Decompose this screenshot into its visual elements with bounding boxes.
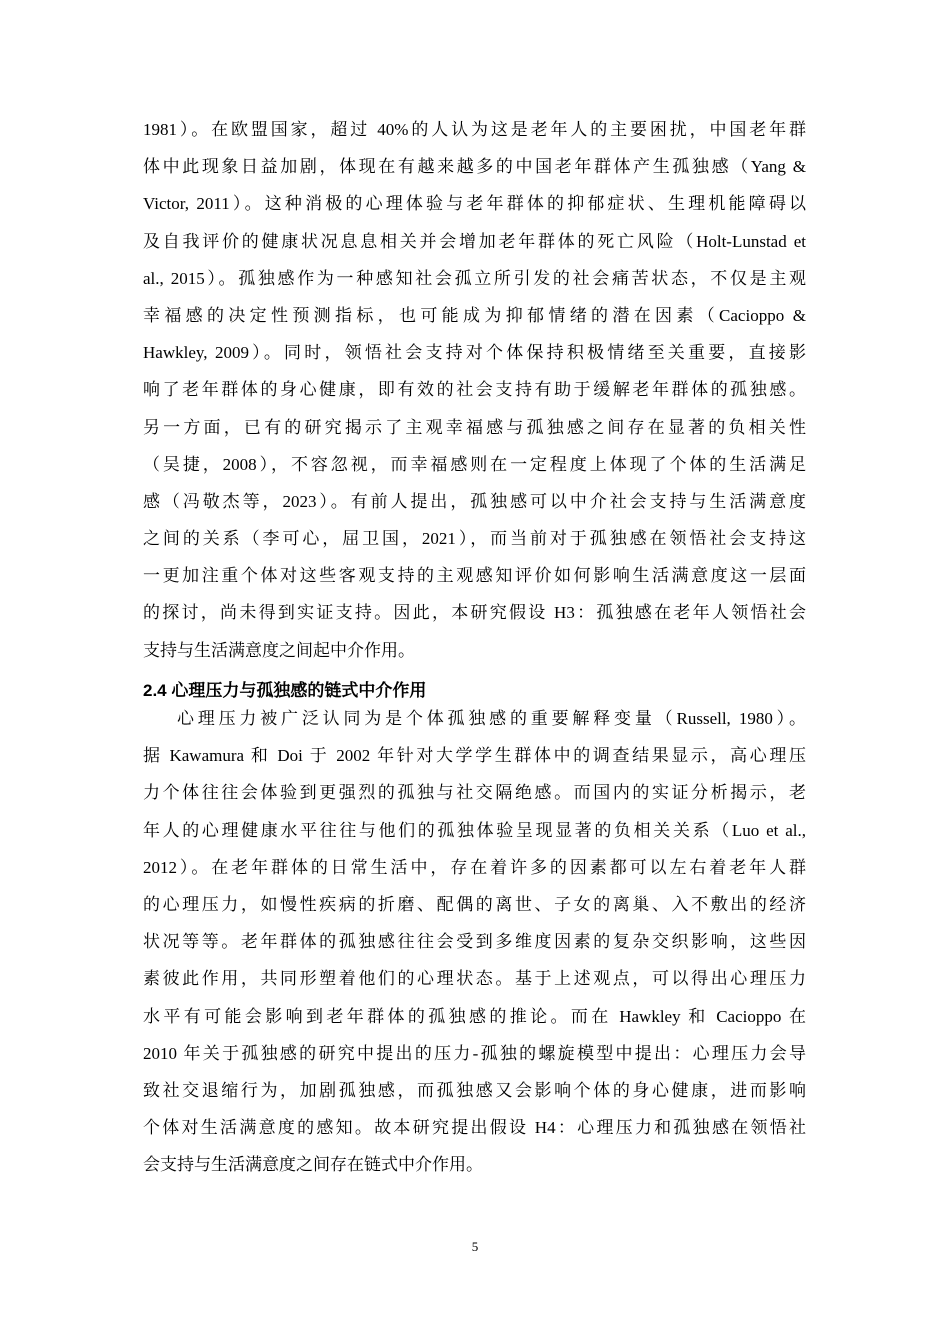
text-line: Victor, 2011）。这种消极的心理体验与老年群体的抑郁症状、生理机能障碍以 (143, 194, 806, 214)
text-line: 水平有可能会影响到老年群体的孤独感的推论。而在 Hawkley 和 Cacioppo 在 (143, 1006, 806, 1026)
text-line: （吴捷，2008），不容忽视，而幸福感则在一定程度上体现了个体的生活满足 (143, 454, 806, 474)
text-line: 体中此现象日益加剧，体现在有越来越多的中国老年群体产生孤独感（Yang & (143, 157, 806, 177)
text-line: 响了老年群体的身心健康，即有效的社会支持有助于缓解老年群体的孤独感。 (143, 380, 806, 400)
text-line: Hawkley, 2009）。同时，领悟社会支持对个体保持积极情绪至关重要，直接影 (143, 343, 806, 363)
text-line: 心理压力被广泛认同为是个体孤独感的重要解释变量（Russell, 1980）。 (177, 709, 806, 728)
text-line: al., 2015）。孤独感作为一种感知社会孤立所引发的社会痛苦状态，不仅是主观 (143, 268, 806, 288)
paragraph-2 (143, 700, 806, 1183)
text-line: 状况等等。老年群体的孤独感往往会受到多维度因素的复杂交织影响，这些因 (143, 932, 806, 952)
text-line: 另一方面，已有的研究揭示了主观幸福感与孤独感之间存在显著的负相关性 (143, 417, 806, 437)
page-number: 5 (471, 1239, 479, 1254)
text-line: 致社交退缩行为，加剧孤独感，而孤独感又会影响个体的身心健康，进而影响 (143, 1080, 806, 1100)
text-line: 幸福感的决定性预测指标，也可能成为抑郁情绪的潜在因素（Cacioppo & (143, 305, 806, 325)
text-line: 一更加注重个体对这些客观支持的主观感知评价如何影响生活满意度这一层面 (143, 566, 806, 586)
text-line: 支持与生活满意度之间起中介作用。 (143, 640, 415, 660)
text-line: 力个体往往会体验到更强烈的孤独与社交隔绝感。而国内的实证分析揭示，老 (143, 783, 806, 803)
text-line: 感（冯敬杰等，2023）。有前人提出，孤独感可以中介社会支持与生活满意度 (143, 491, 806, 511)
text-line: 素彼此作用，共同形塑着他们的心理状态。基于上述观点，可以得出心理压力 (143, 969, 806, 989)
text-line: 年人的心理健康水平往往与他们的孤独体验呈现显著的负相关关系（Luo et al., (143, 820, 806, 840)
text-line: 据 Kawamura 和 Doi 于 2002 年针对大学学生群体中的调查结果显示，高心理压 (143, 746, 806, 766)
section-heading: 2.4 心理压力与孤独感的链式中介作用 (143, 681, 427, 700)
text-line: 会支持与生活满意度之间存在链式中介作用。 (143, 1155, 483, 1175)
text-line: 的探讨，尚未得到实证支持。因此，本研究假设 H3：孤独感在老年人领悟社会 (143, 603, 806, 623)
text-line: 及自我评价的健康状况息息相关并会增加老年群体的死亡风险（Holt-Lunstad et (143, 231, 806, 251)
text-line: 的心理压力，如慢性疾病的折磨、配偶的离世、子女的离巢、入不敷出的经济 (143, 894, 806, 914)
paragraph-1 (143, 111, 806, 669)
text-line: 个体对生活满意度的感知。故本研究提出假设 H4：心理压力和孤独感在领悟社 (143, 1118, 806, 1138)
text-line: 之间的关系（李可心，屈卫国，2021），而当前对于孤独感在领悟社会支持这 (143, 529, 806, 549)
text-line: 2012）。在老年群体的日常生活中，存在着许多的因素都可以左右着老年人群 (143, 857, 806, 877)
text-line: 2010 年关于孤独感的研究中提出的压力-孤独的螺旋模型中提出：心理压力会导 (143, 1043, 806, 1063)
text-line: 1981）。在欧盟国家，超过 40%的人认为这是老年人的主要困扰，中国老年群 (143, 120, 806, 139)
